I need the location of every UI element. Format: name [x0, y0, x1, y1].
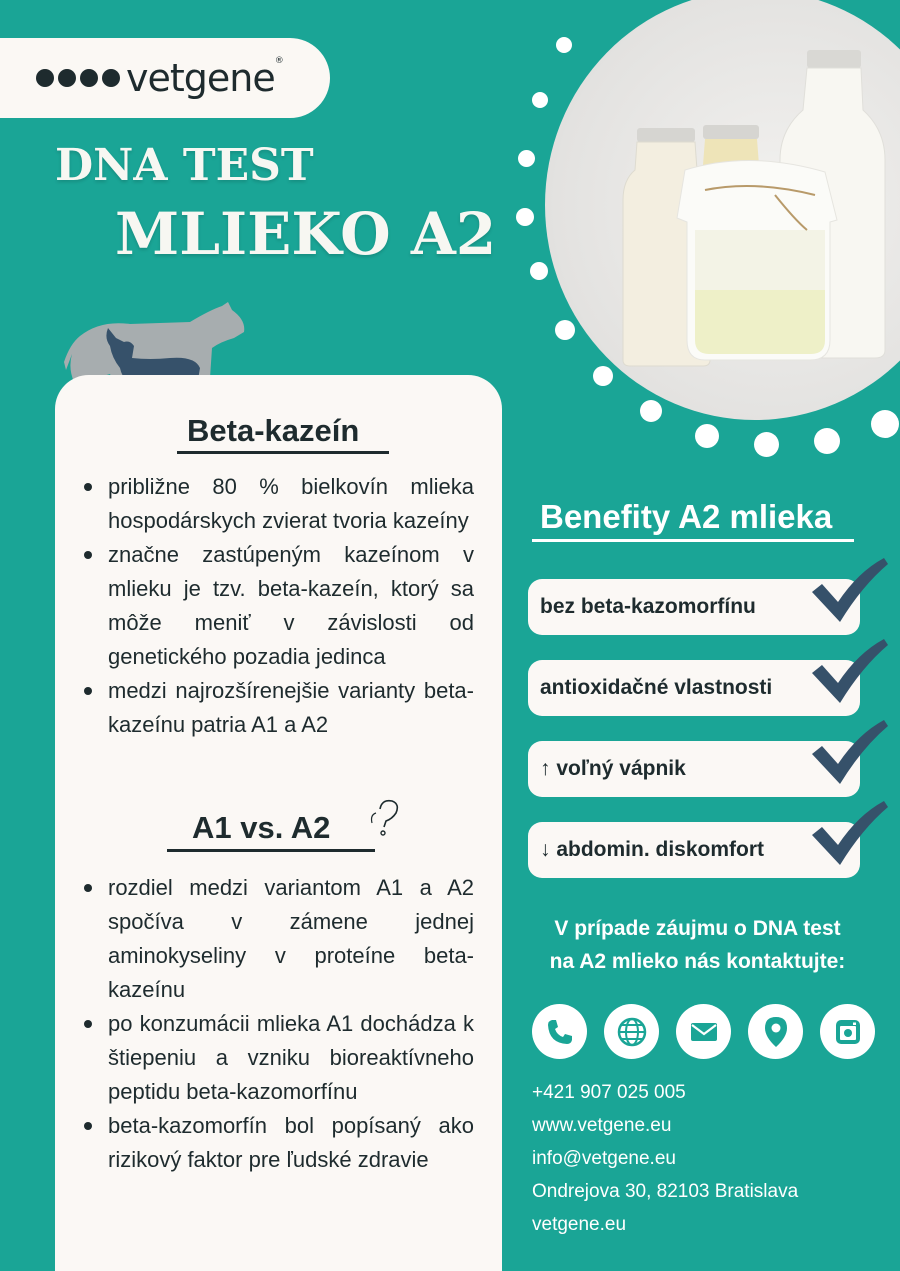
list-item: medzi najrozšírenejšie varianty beta-kazeínu patria A1 a A2	[82, 674, 474, 742]
decor-dot	[556, 37, 572, 53]
milk-bottles-illustration	[545, 0, 900, 420]
decor-dot	[532, 92, 548, 108]
heading-underline	[167, 849, 375, 852]
benefits-underline	[532, 539, 854, 542]
benefits-title: Benefity A2 mlieka	[540, 498, 833, 535]
decor-dot	[516, 208, 534, 226]
location-icon[interactable]	[748, 1004, 803, 1059]
contact-details	[532, 1076, 798, 1241]
milk-photo	[545, 0, 900, 420]
decor-dot	[640, 400, 662, 422]
benefit-item: antioxidačné vlastnosti	[528, 660, 860, 716]
heading-underline	[177, 451, 389, 454]
checkmark-icon	[808, 637, 890, 707]
question-mark-icon	[366, 795, 406, 839]
decor-dot	[754, 432, 779, 457]
decor-dot	[814, 428, 840, 454]
a1-vs-a2-list	[82, 871, 474, 1177]
decor-dot	[518, 150, 535, 167]
logo	[0, 38, 330, 118]
checkmark-icon	[808, 556, 890, 626]
decor-dot	[695, 424, 719, 448]
decor-dot	[555, 320, 575, 340]
phone-number[interactable]: +421 907 025 005	[532, 1082, 686, 1103]
list-item: značne zastúpeným kazeínom v mlieku je tzv. beta-kazeín, ktorý sa môže meniť v závislosti od genetického pozadia jedinca	[82, 538, 474, 674]
decor-dot	[530, 262, 548, 280]
list-item: približne 80 % bielkovín mlieka hospodárskych zvierat tvoria kazeíny	[82, 470, 474, 538]
section-heading-beta-kazein: Beta-kazeín	[187, 413, 360, 448]
beta-kazein-list	[82, 470, 474, 742]
title-line-1: DNA TEST	[55, 140, 314, 191]
instagram-icon[interactable]	[820, 1004, 875, 1059]
email-link[interactable]: info@vetgene.eu	[532, 1148, 676, 1169]
decor-dot	[871, 410, 899, 438]
globe-icon[interactable]	[604, 1004, 659, 1059]
checkmark-icon	[808, 718, 890, 788]
logo-dots-icon	[36, 69, 120, 87]
decor-dot	[593, 366, 613, 386]
benefit-item: ↓ abdomin. diskomfort	[528, 822, 860, 878]
list-item: beta-kazomorfín bol popísaný ako rizikový faktor pre ľudské zdravie	[82, 1109, 474, 1177]
title-line-2: MLIEKO A2	[115, 200, 497, 268]
section-heading-a1-vs-a2: A1 vs. A2	[192, 810, 331, 845]
contact-cta: V prípade záujmu o DNA test na A2 mlieko nás kontaktujte:	[549, 917, 846, 973]
list-item: rozdiel medzi variantom A1 a A2 spočíva v zámene jednej aminokyseliny v proteíne beta-kazeínu	[82, 871, 474, 1007]
website-link[interactable]: www.vetgene.eu	[532, 1115, 672, 1136]
instagram-handle[interactable]: vetgene.eu	[532, 1214, 627, 1235]
checkmark-icon	[808, 799, 890, 869]
list-item: po konzumácii mlieka A1 dochádza k štiepeniu a vzniku bioreaktívneho peptidu beta-kazomorfínu	[82, 1007, 474, 1109]
benefit-item: bez beta-kazomorfínu	[528, 579, 860, 635]
benefit-item: ↑ voľný vápnik	[528, 741, 860, 797]
contact-icons	[532, 1004, 875, 1059]
logo-text: vetgene®	[126, 56, 283, 100]
address: Ondrejova 30, 82103 Bratislava	[532, 1181, 799, 1202]
phone-icon[interactable]	[532, 1004, 587, 1059]
mail-icon[interactable]	[676, 1004, 731, 1059]
